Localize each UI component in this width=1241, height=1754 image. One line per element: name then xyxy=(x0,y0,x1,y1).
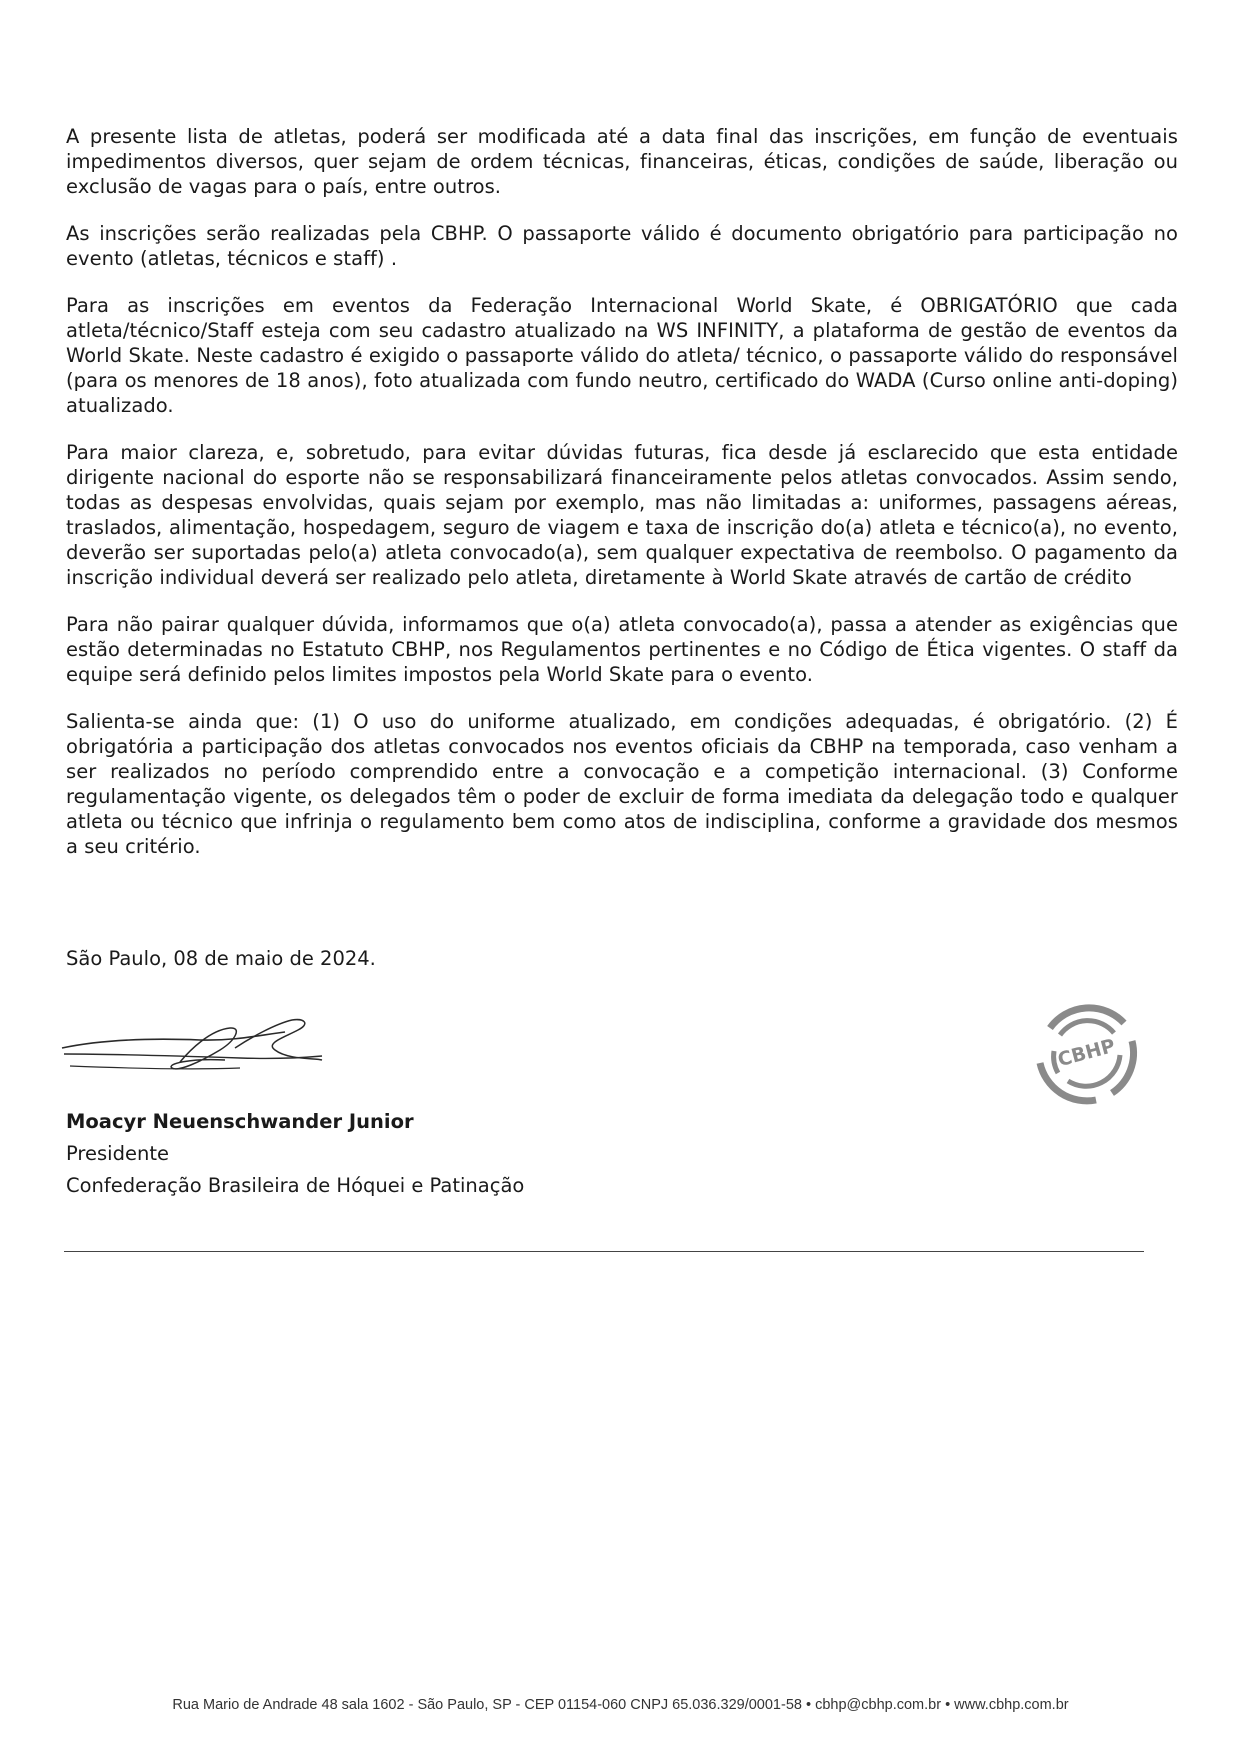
document-body xyxy=(66,124,1178,881)
paragraph-obligations: Salienta-se ainda que: (1) O uso do uniforme atualizado, em condições adequadas, é obrigatório. (2) É obrigatória a participação dos atletas convocados nos eventos oficiais da CBHP na temporada, caso venham a ser realizados no período comprendido entre a convocação e a competição internacional. (3) Conforme regulamentação vigente, os delegados têm o poder de excluir de forma imediata da delegação todo e qualquer atleta ou técnico que infrinja o regulamento bem como atos de indisciplina, conforme a gravidade dos mesmos a seu critério. xyxy=(66,710,1178,858)
paragraph-expenses: Para maior clareza, e, sobretudo, para evitar dúvidas futuras, fica desde já esclarecido que esta entidade dirigente nacional do esporte não se responsabilizará financeiramente pelos atletas convocados. Assim sendo, todas as despesas envolvidas, quais sejam por exemplo, mas não limitadas a: uniformes, passagens aéreas, traslados, alimentação, hospedagem, seguro de viagem e taxa de inscrição do(a) atleta e técnico(a), no evento, deverão ser suportadas pelo(a) atleta convocado(a), sem qualquer expectativa de reembolso. O pagamento da inscrição individual deverá ser realizado pelo atleta, diretamente à World Skate através de cartão de crédito xyxy=(66,441,1178,589)
signer-organization: Confederação Brasileira de Hóquei e Patinação xyxy=(66,1174,525,1197)
signer-block xyxy=(66,1106,524,1202)
footer-address: Rua Mario de Andrade 48 sala 1602 - São Paulo, SP - CEP 01154-060 CNPJ 65.036.329/0001-58 • cbhp@cbhp.com.br • www.cbhp.com.br xyxy=(172,1697,1069,1713)
seal-text: CBHP xyxy=(1055,1034,1118,1072)
signer-name: Moacyr Neuenschwander Junior xyxy=(66,1110,414,1133)
paragraph-ws-infinity: Para as inscrições em eventos da Federação Internacional World Skate, é OBRIGATÓRIO que cada atleta/técnico/Staff esteja com seu cadastro atualizado na WS INFINITY, a plataforma de gestão de eventos da World Skate. Neste cadastro é exigido o passaporte válido do atleta/ técnico, o passaporte válido do responsável (para os menores de 18 anos), foto atualizada com fundo neutro, certificado do WADA (Curso online anti-doping) atualizado. xyxy=(66,294,1178,417)
handwritten-signature xyxy=(60,1010,330,1090)
divider-line xyxy=(64,1251,1144,1252)
date-line: São Paulo, 08 de maio de 2024. xyxy=(66,947,376,970)
paragraph-athlete-list: A presente lista de atletas, poderá ser modificada até a data final das inscrições, em função de eventuais impedimentos diversos, quer sejam de ordem técnicas, financeiras, éticas, condições de saúde, liberação ou exclusão de vagas para o país, entre outros. xyxy=(66,125,1178,198)
paragraph-requirements: Para não pairar qualquer dúvida, informamos que o(a) atleta convocado(a), passa a atender as exigências que estão determinadas no Estatuto CBHP, nos Regulamentos pertinentes e no Código de Ética vigentes. O staff da equipe será definido pelos limites impostos pela World Skate para o evento. xyxy=(66,613,1178,686)
signer-role: Presidente xyxy=(66,1142,169,1165)
paragraph-registration: As inscrições serão realizadas pela CBHP. O passaporte válido é documento obrigatório para participação no evento (atletas, técnicos e staff) . xyxy=(66,222,1178,270)
cbhp-seal-logo xyxy=(1028,993,1146,1111)
